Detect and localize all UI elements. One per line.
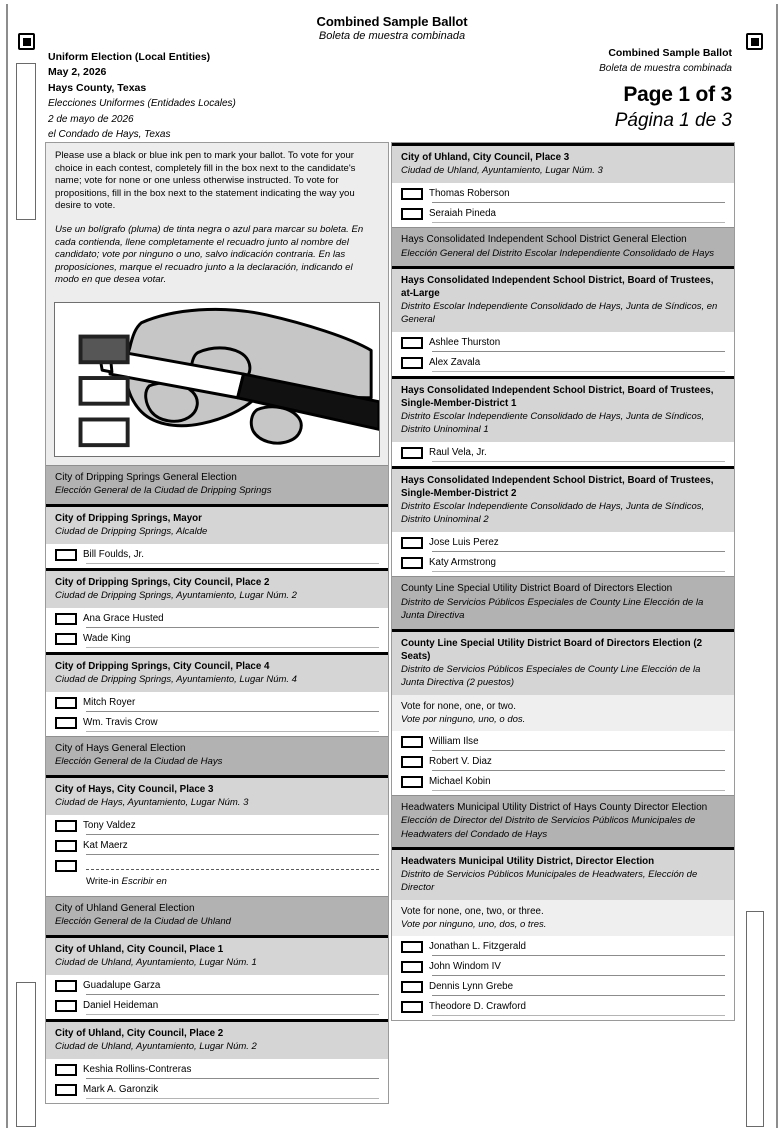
left-column-contest-list <box>46 465 388 1103</box>
instructions-es: Use un bolígrafo (pluma) de tinta negra o azul para marcar su boleta. En cada contienda, llene completamente el recuadro junto al nombre del candidato; vote por ninguno o uno, salvo indicación contraria. En las proposiciones, marque el recuadro junto a la declaración, indicando el modo en que desea votar. <box>55 223 364 286</box>
vote-checkbox[interactable] <box>401 337 423 349</box>
candidate-rule <box>86 1014 379 1015</box>
candidate-name: Tony Valdez <box>83 819 136 831</box>
vote-checkbox[interactable] <box>401 1001 423 1013</box>
election-banner-title-en: City of Uhland General Election <box>55 902 195 914</box>
candidate-name: Katy Armstrong <box>429 557 496 568</box>
candidate-options <box>46 692 388 736</box>
election-banner-title-en: City of Dripping Springs General Election <box>55 471 237 483</box>
candidate-row[interactable] <box>392 936 734 956</box>
contest-title-es: Distrito Escolar Independiente Consolidado de Hays, Junta de Síndicos, Distrito Uninominal 1 <box>401 411 705 435</box>
page-number-es: Página 1 de 3 <box>614 110 732 131</box>
candidate-name: Dennis Lynn Grebe <box>429 981 514 992</box>
contest-header <box>392 850 734 900</box>
vote-checkbox[interactable] <box>401 941 423 953</box>
contest-header <box>392 146 734 183</box>
candidate-row[interactable] <box>392 352 734 372</box>
vote-checkbox[interactable] <box>401 736 423 748</box>
contest-city-of-uhland-city-council-place-2 <box>46 1019 388 1103</box>
contest-headwaters-municipal-utility-district-director-e <box>392 847 734 1020</box>
election-date-es: 2 de mayo de 2026 <box>48 113 134 125</box>
vote-for-instruction <box>392 900 734 936</box>
candidate-row[interactable] <box>392 976 734 996</box>
election-meta-left <box>48 50 348 142</box>
vote-checkbox[interactable] <box>401 357 423 369</box>
candidate-options <box>392 731 734 795</box>
candidate-name: Seraiah Pineda <box>429 208 496 219</box>
contest-title-es: Distrito de Servicios Públicos Municipales de Headwaters, Elección de Director <box>401 869 698 893</box>
contest-title-en: City of Uhland, City Council, Place 1 <box>55 943 224 955</box>
candidate-rule <box>432 461 725 462</box>
contest-title-es: Ciudad de Uhland, Ayuntamiento, Lugar Núm. 2 <box>55 1040 257 1052</box>
contest-header <box>46 1022 388 1059</box>
candidate-rule <box>432 790 725 791</box>
contest-city-of-dripping-springs-mayor <box>46 504 388 568</box>
election-banner-title-es: Elección General de la Ciudad de Dripping Springs <box>55 485 272 497</box>
candidate-options <box>46 1059 388 1103</box>
document-header <box>0 14 784 43</box>
candidate-row[interactable] <box>392 203 734 223</box>
vote-for-es: Vote por ninguno, uno, dos, o tres. <box>401 919 547 930</box>
candidate-name: Michael Kobin <box>429 775 491 787</box>
candidate-name: Wade King <box>83 632 131 644</box>
contest-title-es: Distrito Escolar Independiente Consolidado de Hays, Junta de Síndicos, Distrito Uninominal 2 <box>401 501 705 525</box>
contest-title-en: Hays Consolidated Independent School District, Board of Trustees, at-Large <box>401 275 714 299</box>
illustration-wrapper <box>46 296 388 465</box>
vote-checkbox[interactable] <box>55 1064 77 1076</box>
contest-title-es: Ciudad de Dripping Springs, Ayuntamiento, Lugar Núm. 4 <box>55 673 297 685</box>
candidate-row[interactable] <box>392 751 734 771</box>
candidate-name: Ashlee Thurston <box>429 337 501 348</box>
candidate-options <box>46 608 388 652</box>
candidate-name: John Windom IV <box>429 961 501 972</box>
voting-instructions <box>46 143 388 296</box>
candidate-rule <box>86 731 379 732</box>
contest-title-es: Ciudad de Uhland, Ayuntamiento, Lugar Núm. 3 <box>401 165 603 176</box>
vote-checkbox[interactable] <box>55 549 77 561</box>
election-banner-hays-consolidated-independent-school-district-ge <box>392 227 734 266</box>
contest-title-en: City of Hays, City Council, Place 3 <box>55 783 214 795</box>
candidate-row[interactable] <box>392 183 734 203</box>
page-number-en: Page 1 of 3 <box>623 83 732 106</box>
candidate-row[interactable] <box>46 692 388 712</box>
election-banner-city-of-uhland-general-election <box>46 896 388 935</box>
election-banner-headwaters-municipal-utility-district-of-hays-co <box>392 795 734 848</box>
candidate-name: Ana Grace Husted <box>83 612 164 624</box>
ballot-title-en: Combined Sample Ballot <box>608 47 732 59</box>
candidate-name: Robert V. Diaz <box>429 755 492 767</box>
vote-checkbox[interactable] <box>55 1084 77 1096</box>
contest-city-of-uhland-city-council-place-3 <box>392 143 734 227</box>
hand-pen-svg <box>55 303 379 456</box>
candidate-rule <box>86 1098 379 1099</box>
ballot-column-left <box>45 142 389 1104</box>
vote-for-es: Vote por ninguno, uno, o dos. <box>401 713 526 725</box>
write-in-rule <box>86 869 379 870</box>
contest-title-en: Hays Consolidated Independent School District, Board of Trustees, Single-Member-District 2 <box>401 475 714 499</box>
candidate-rule <box>86 647 379 648</box>
candidate-name: Mitch Royer <box>83 696 136 708</box>
contest-title-es: Ciudad de Dripping Springs, Ayuntamiento, Lugar Núm. 2 <box>55 589 297 601</box>
contest-city-of-dripping-springs-city-council-place-4 <box>46 652 388 736</box>
candidate-rule <box>432 571 725 572</box>
contest-header <box>46 507 388 544</box>
right-column-contest-list <box>392 143 734 1020</box>
candidate-row[interactable] <box>392 996 734 1016</box>
candidate-row[interactable] <box>46 835 388 855</box>
candidate-rule <box>432 371 725 372</box>
vote-checkbox[interactable] <box>55 613 77 625</box>
election-banner-title-es: Distrito de Servicios Públicos Especiales de County Line Elección de la Junta Directiva <box>401 596 704 621</box>
candidate-name: Alex Zavala <box>429 357 481 368</box>
vote-checkbox[interactable] <box>401 208 423 220</box>
contest-title-en: City of Dripping Springs, Mayor <box>55 512 202 524</box>
election-banner-county-line-special-utility-district-board-of-di <box>392 576 734 629</box>
candidate-name: Wm. Travis Crow <box>83 716 158 728</box>
vote-for-en: Vote for none, one, or two. <box>401 700 516 712</box>
contest-title-en: County Line Special Utility District Board of Directors Election (2 Seats) <box>401 637 703 662</box>
timing-bar-left-bottom <box>16 982 36 1127</box>
contest-header <box>46 938 388 975</box>
write-in-row[interactable] <box>46 855 388 875</box>
hand-marking-ballot-icon <box>54 302 380 457</box>
contest-title-es: Ciudad de Hays, Ayuntamiento, Lugar Núm. 3 <box>55 796 249 808</box>
election-banner-city-of-dripping-springs-general-election <box>46 465 388 504</box>
contest-header <box>46 571 388 608</box>
contest-county-line-special-utility-district-board-of-di <box>392 629 734 795</box>
contest-header <box>392 269 734 332</box>
candidate-name: Guadalupe Garza <box>83 979 161 991</box>
document-title-en: Combined Sample Ballot <box>316 14 468 29</box>
contest-header <box>392 379 734 442</box>
candidate-name: Daniel Heideman <box>83 999 159 1011</box>
contest-title-en: Headwaters Municipal Utility District, Director Election <box>401 856 655 867</box>
election-county-en: Hays County, Texas <box>48 81 147 94</box>
vote-for-en: Vote for none, one, two, or three. <box>401 906 544 917</box>
contest-hays-consolidated-independent-school-district-bo <box>392 466 734 576</box>
election-banner-title-en: City of Hays General Election <box>55 742 186 754</box>
contest-title-es: Ciudad de Dripping Springs, Alcalde <box>55 525 208 537</box>
vote-checkbox[interactable] <box>55 697 77 709</box>
candidate-options <box>392 183 734 227</box>
write-in-label <box>46 875 388 892</box>
vote-checkbox[interactable] <box>401 961 423 973</box>
ballot-meta-right <box>432 46 732 133</box>
candidate-options <box>392 332 734 376</box>
vote-checkbox[interactable] <box>401 776 423 788</box>
candidate-options <box>46 544 388 568</box>
candidate-options <box>46 975 388 1019</box>
candidate-options <box>392 936 734 1020</box>
candidate-row[interactable] <box>392 552 734 572</box>
contest-title-en: City of Dripping Springs, City Council, Place 4 <box>55 660 270 672</box>
candidate-row[interactable] <box>392 332 734 352</box>
contest-title-en: City of Dripping Springs, City Council, Place 2 <box>55 576 270 588</box>
candidate-rule <box>86 563 379 564</box>
contest-title-es: Ciudad de Uhland, Ayuntamiento, Lugar Núm. 1 <box>55 956 257 968</box>
write-in-label-es: Escribir en <box>121 875 167 887</box>
election-banner-title-es: Elección General de la Ciudad de Hays <box>55 756 223 768</box>
candidate-row[interactable] <box>46 815 388 835</box>
candidate-row[interactable] <box>46 628 388 648</box>
candidate-row[interactable] <box>46 544 388 564</box>
election-name-es: Elecciones Uniformes (Entidades Locales) <box>48 98 236 110</box>
vote-checkbox[interactable] <box>55 980 77 992</box>
candidate-name: Kat Maerz <box>83 839 128 851</box>
election-county-es: el Condado de Hays, Texas <box>48 129 171 141</box>
election-banner-title-es: Elección de Director del Distrito de Servicios Públicos Municipales de Headwaters del Condado de Hays <box>401 815 696 840</box>
election-banner-title-en: County Line Special Utility District Board of Directors Election <box>401 583 673 594</box>
contest-title-en: City of Uhland, City Council, Place 3 <box>401 152 570 163</box>
vote-checkbox[interactable] <box>401 981 423 993</box>
candidate-name: Jonathan L. Fitzgerald <box>429 941 526 952</box>
election-date-en: May 2, 2026 <box>48 66 107 79</box>
contest-title-en: Hays Consolidated Independent School District, Board of Trustees, Single-Member-District 1 <box>401 385 714 409</box>
candidate-rule <box>432 1015 725 1016</box>
candidate-name: Raul Vela, Jr. <box>429 447 487 458</box>
vote-checkbox[interactable] <box>401 756 423 768</box>
candidate-name: Theodore D. Crawford <box>429 1001 526 1012</box>
candidate-options <box>392 442 734 466</box>
candidate-row[interactable] <box>46 975 388 995</box>
contest-header <box>46 778 388 815</box>
election-banner-title-en: Hays Consolidated Independent School District General Election <box>401 234 687 245</box>
timing-bar-right-bottom <box>746 911 764 1127</box>
candidate-row[interactable] <box>392 731 734 751</box>
ballot-title-es: Boleta de muestra combinada <box>599 63 732 74</box>
candidate-name: William Ilse <box>429 735 479 747</box>
candidate-options <box>392 532 734 576</box>
instructions-en: Please use a black or blue ink pen to mark your ballot. To vote for your choice in each contest, completely fill in the box next to the candidate's name; vote for none or one unless otherwise instructed. To vote for propositions, fill in the box next to the statement indicating the way you desire to vote. <box>55 150 356 212</box>
contest-header <box>392 632 734 695</box>
vote-checkbox[interactable] <box>55 840 77 852</box>
vote-checkbox[interactable] <box>401 188 423 200</box>
election-banner-city-of-hays-general-election <box>46 736 388 775</box>
write-in-checkbox[interactable] <box>55 860 77 872</box>
contest-city-of-uhland-city-council-place-1 <box>46 935 388 1019</box>
vote-for-instruction <box>392 695 734 731</box>
contest-city-of-dripping-springs-city-council-place-2 <box>46 568 388 652</box>
vote-checkbox[interactable] <box>55 820 77 832</box>
candidate-row[interactable] <box>46 712 388 732</box>
election-banner-title-en: Headwaters Municipal Utility District of Hays County Director Election <box>401 801 708 813</box>
contest-title-es: Distrito de Servicios Públicos Especiales de County Line Elección de la Junta Directiva (2 puestos) <box>401 663 701 688</box>
candidate-row[interactable] <box>46 608 388 628</box>
write-in-field[interactable] <box>77 859 379 875</box>
contest-title-en: City of Uhland, City Council, Place 2 <box>55 1027 224 1039</box>
document-title-es: Boleta de muestra combinada <box>318 30 466 42</box>
vote-checkbox[interactable] <box>401 537 423 549</box>
candidate-row[interactable] <box>392 771 734 791</box>
election-banner-title-es: Elección General de la Ciudad de Uhland <box>55 916 231 928</box>
candidate-row[interactable] <box>392 956 734 976</box>
candidate-options <box>46 815 388 896</box>
candidate-row[interactable] <box>392 442 734 462</box>
candidate-row[interactable] <box>46 1059 388 1079</box>
candidate-row[interactable] <box>46 1079 388 1099</box>
write-in-label-en: Write-in <box>86 875 119 887</box>
contest-city-of-hays-city-council-place-3 <box>46 775 388 896</box>
candidate-name: Keshia Rollins-Contreras <box>83 1063 192 1075</box>
contest-hays-consolidated-independent-school-district-bo <box>392 376 734 466</box>
candidate-name: Thomas Roberson <box>429 188 510 199</box>
election-banner-title-es: Elección General del Distrito Escolar Independiente Consolidado de Hays <box>401 247 715 259</box>
candidate-row[interactable] <box>392 532 734 552</box>
contest-title-es: Distrito Escolar Independiente Consolidado de Hays, Junta de Síndicos, en General <box>401 301 718 325</box>
vote-checkbox[interactable] <box>55 633 77 645</box>
contest-header <box>46 655 388 692</box>
candidate-row[interactable] <box>46 995 388 1015</box>
candidate-name: Bill Foulds, Jr. <box>83 548 144 560</box>
vote-checkbox[interactable] <box>55 1000 77 1012</box>
vote-checkbox[interactable] <box>55 717 77 729</box>
candidate-rule <box>432 222 725 223</box>
candidate-name: Jose Luis Perez <box>429 537 499 548</box>
timing-bar-left-top <box>16 63 36 220</box>
contest-hays-consolidated-independent-school-district-bo <box>392 266 734 376</box>
vote-checkbox[interactable] <box>401 557 423 569</box>
contest-header <box>392 469 734 532</box>
election-name-en: Uniform Election (Local Entities) <box>48 51 211 63</box>
vote-checkbox[interactable] <box>401 447 423 459</box>
ballot-column-right <box>391 142 735 1021</box>
candidate-name: Mark A. Garonzik <box>83 1083 159 1095</box>
